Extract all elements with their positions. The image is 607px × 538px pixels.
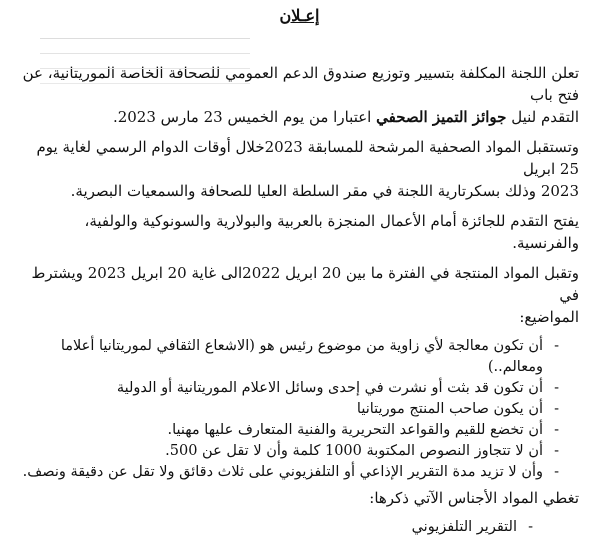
paragraph-languages: يفتح التقدم للجائزة أمام الأعمال المنجزة بالعربية والبولارية والسونوكية والولفية، والفرنسية. [84,212,579,252]
genre-item: - التقرير التلفزيوني [20,517,533,538]
paragraph-period-line1: وتقبل المواد المنتجة في الفترة ما بين 20 ابريل 2022الى غاية 20 ابريل 2023 ويشترط في [31,264,579,304]
paragraph-submission-line1: وتستقبل المواد الصحفية المرشحة للمسابقة 2023خلال أوقات الدوام الرسمي لغاية يوم 25 ابريل [36,138,579,178]
paragraph-opening-line2b: اعتبارا من يوم الخميس 23 مارس 2023. [112,108,377,126]
genres-intro: تغطي المواد الأجناس الآتي ذكرها: [369,489,579,507]
paragraph-opening-line1: تعلن اللجنة المكلفة بتسيير وتوزيع صندوق الدعم العمومي للصحافة الخاصة الموريتانية، عن فتح باب [22,64,579,104]
paragraph-period-line2: المواضيع: [519,308,579,326]
condition-item: - وأن لا تزيد مدة التقرير الإذاعي أو التلفزيوني على ثلاث دقائق ولا تقل عن دقيقة ونصف. [20,462,559,483]
genres-list [20,517,579,538]
condition-item: - أن يكون صاحب المنتج موريتانيا [20,399,559,420]
conditions-list [20,336,579,483]
condition-item: - أن لا تتجاوز النصوص المكتوبة 1000 كلمة وأن لا تقل عن 500. [20,441,559,462]
paragraph-submission [20,136,579,202]
paragraph-opening-line2a: التقدم لنيل [506,108,579,126]
condition-item: - أن تكون معالجة لأي زاوية من موضوع رئيس هو (الاشعاع الثقافي لموريتانيا أعلاما ومعالم..) [20,336,559,378]
condition-item: - أن تكون قد بثت أو نشرت في إحدى وسائل الاعلام الموريتانية أو الدولية [20,378,559,399]
paragraph-period [20,262,579,328]
announcement-title: إعـلان [279,6,320,25]
bleed-through-decoration [40,30,250,100]
award-name: جوائز التميز الصحفي [376,108,507,126]
paragraph-submission-line2: 2023 وذلك بسكرتارية اللجنة في مقر السلطة العليا للصحافة والسمعيات البصرية. [70,182,579,200]
condition-item: - أن تخضع للقيم والقواعد التحريرية والفنية المتعارف عليها مهنيا. [20,420,559,441]
